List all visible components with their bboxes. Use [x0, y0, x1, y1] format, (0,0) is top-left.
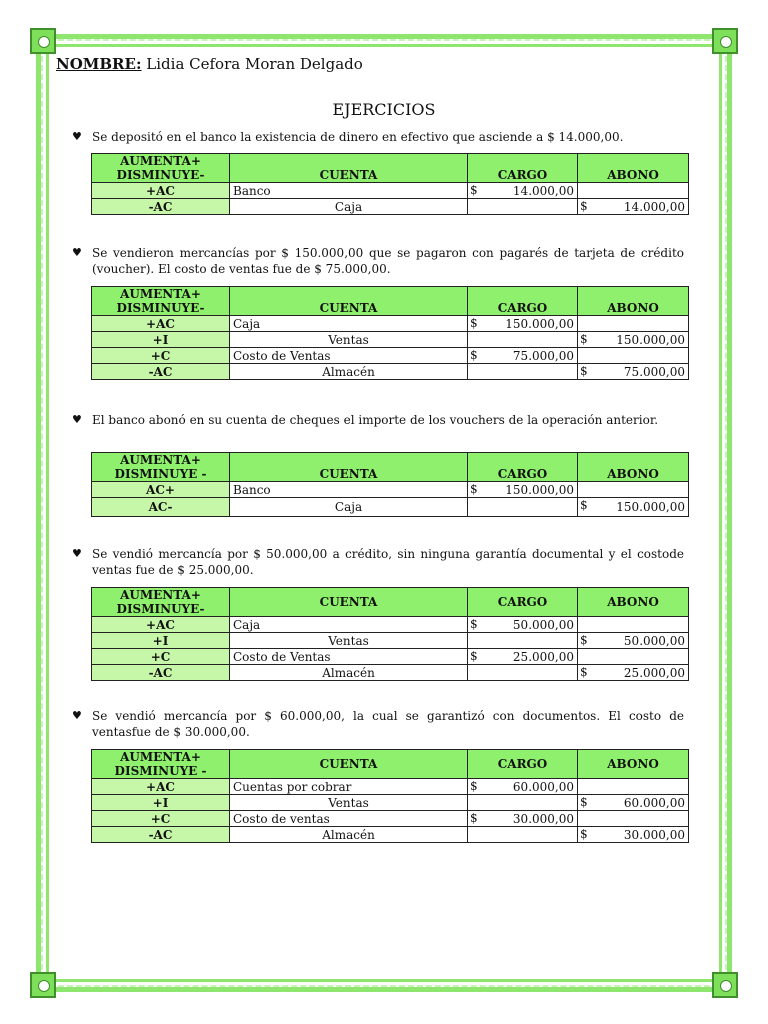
row-cuenta: Ventas: [230, 633, 468, 649]
row-abono: [578, 482, 689, 498]
row-cuenta: Almacén: [230, 665, 468, 681]
row-abono: $ 150.000,00: [578, 498, 689, 517]
row-cargo: $ 25.000,00: [468, 649, 578, 665]
row-sign: +AC: [92, 617, 230, 633]
row-sign: AC-: [92, 498, 230, 517]
table-row: [92, 199, 689, 215]
table-row: [92, 364, 689, 380]
table-header-row: [92, 154, 689, 183]
table-header-row: [92, 750, 689, 779]
table-row: [92, 498, 689, 517]
header-cuenta: CUENTA: [230, 750, 468, 779]
header-aumenta-disminuye: AUMENTA+ DISMINUYE-: [92, 287, 230, 316]
exercise-1: [72, 129, 684, 145]
exercise-4: [72, 546, 684, 578]
header-cargo: CARGO: [468, 287, 578, 316]
student-name: [56, 55, 363, 73]
row-sign: +I: [92, 795, 230, 811]
header-cargo: CARGO: [468, 750, 578, 779]
row-abono: [578, 779, 689, 795]
row-abono: [578, 811, 689, 827]
table-row: [92, 183, 689, 199]
header-cuenta: CUENTA: [230, 154, 468, 183]
ledger-table-1: [91, 153, 689, 215]
row-cargo: $ 14.000,00: [468, 183, 578, 199]
table-row: [92, 633, 689, 649]
row-abono: $ 60.000,00: [578, 795, 689, 811]
row-sign: -AC: [92, 364, 230, 380]
row-sign: -AC: [92, 199, 230, 215]
row-cuenta: Banco: [230, 482, 468, 498]
header-abono: ABONO: [578, 588, 689, 617]
row-sign: +C: [92, 649, 230, 665]
header-aumenta-disminuye: AUMENTA+ DISMINUYE -: [92, 453, 230, 482]
table-row: [92, 649, 689, 665]
row-sign: +AC: [92, 779, 230, 795]
header-aumenta-disminuye: AUMENTA+ DISMINUYE-: [92, 154, 230, 183]
row-cargo: $ 150.000,00: [468, 482, 578, 498]
heart-bullet-icon: ♥: [72, 413, 82, 426]
corner-ornament-icon: [712, 972, 738, 998]
ledger-table-2: [91, 286, 689, 380]
row-sign: AC+: [92, 482, 230, 498]
header-abono: ABONO: [578, 154, 689, 183]
row-cargo: [468, 199, 578, 215]
table-row: [92, 482, 689, 498]
header-cargo: CARGO: [468, 588, 578, 617]
header-aumenta-disminuye: AUMENTA+ DISMINUYE -: [92, 750, 230, 779]
exercise-text: El banco abonó en su cuenta de cheques el importe de los vouchers de la operación anterior.: [92, 413, 659, 427]
heart-bullet-icon: ♥: [72, 547, 82, 560]
row-cargo: [468, 827, 578, 843]
row-sign: +C: [92, 348, 230, 364]
header-cuenta: CUENTA: [230, 287, 468, 316]
row-cuenta: Almacén: [230, 364, 468, 380]
table-row: [92, 348, 689, 364]
row-abono: [578, 617, 689, 633]
exercise-text: Se vendieron mercancías por $ 150.000,00 que se pagaron con pagarés de tarjeta de crédito (voucher). El costo de ventas fue de $ 75.000,00.: [92, 246, 684, 276]
exercise-5: [72, 708, 684, 740]
table-row: [92, 779, 689, 795]
row-abono: $ 14.000,00: [578, 199, 689, 215]
header-cargo: CARGO: [468, 154, 578, 183]
row-sign: +AC: [92, 183, 230, 199]
corner-ornament-icon: [30, 28, 56, 54]
row-cargo: [468, 665, 578, 681]
header-cargo: CARGO: [468, 453, 578, 482]
row-abono: $ 150.000,00: [578, 332, 689, 348]
exercise-text: Se vendió mercancía por $ 50.000,00 a crédito, sin ninguna garantía documental y el costode ventas fue de $ 25.000,00.: [92, 547, 684, 577]
row-sign: -AC: [92, 827, 230, 843]
table-row: [92, 665, 689, 681]
row-cargo: [468, 498, 578, 517]
table-header-row: [92, 588, 689, 617]
row-cuenta: Caja: [230, 316, 468, 332]
header-cuenta: CUENTA: [230, 588, 468, 617]
row-sign: +AC: [92, 316, 230, 332]
row-cargo: [468, 364, 578, 380]
row-cuenta: Costo de Ventas: [230, 649, 468, 665]
table-header-row: [92, 453, 689, 482]
corner-ornament-icon: [30, 972, 56, 998]
name-value: Lidia Cefora Moran Delgado: [146, 55, 363, 73]
row-cuenta: Banco: [230, 183, 468, 199]
heart-bullet-icon: ♥: [72, 246, 82, 259]
row-cuenta: Almacén: [230, 827, 468, 843]
heart-bullet-icon: ♥: [72, 130, 82, 143]
ledger-table-4: [91, 587, 689, 681]
row-cargo: $ 50.000,00: [468, 617, 578, 633]
name-label: NOMBRE:: [56, 55, 142, 73]
header-abono: ABONO: [578, 453, 689, 482]
row-cuenta: Caja: [230, 617, 468, 633]
page-title: EJERCICIOS: [332, 100, 436, 119]
row-abono: [578, 183, 689, 199]
table-header-row: [92, 287, 689, 316]
heart-bullet-icon: ♥: [72, 709, 82, 722]
row-cargo: [468, 633, 578, 649]
row-abono: [578, 649, 689, 665]
row-cargo: [468, 795, 578, 811]
table-row: [92, 617, 689, 633]
header-abono: ABONO: [578, 750, 689, 779]
corner-ornament-icon: [712, 28, 738, 54]
header-abono: ABONO: [578, 287, 689, 316]
row-cuenta: Costo de ventas: [230, 811, 468, 827]
row-abono: $ 25.000,00: [578, 665, 689, 681]
row-cuenta: Costo de Ventas: [230, 348, 468, 364]
row-cargo: [468, 332, 578, 348]
exercise-3: [72, 412, 684, 428]
row-cargo: $ 30.000,00: [468, 811, 578, 827]
row-sign: +I: [92, 332, 230, 348]
ledger-table-3: [91, 452, 689, 517]
ledger-table-5: [91, 749, 689, 843]
row-cuenta: Ventas: [230, 795, 468, 811]
row-cargo: $ 150.000,00: [468, 316, 578, 332]
row-cargo: $ 75.000,00: [468, 348, 578, 364]
exercise-2: [72, 245, 684, 277]
row-abono: $ 75.000,00: [578, 364, 689, 380]
row-cuenta: Caja: [230, 199, 468, 215]
row-sign: +C: [92, 811, 230, 827]
table-row: [92, 316, 689, 332]
row-cuenta: Ventas: [230, 332, 468, 348]
table-row: [92, 827, 689, 843]
table-row: [92, 332, 689, 348]
header-aumenta-disminuye: AUMENTA+ DISMINUYE-: [92, 588, 230, 617]
row-sign: -AC: [92, 665, 230, 681]
row-abono: $ 50.000,00: [578, 633, 689, 649]
row-cuenta: Caja: [230, 498, 468, 517]
exercise-text: Se depositó en el banco la existencia de dinero en efectivo que asciende a $ 14.000,00.: [92, 130, 624, 144]
table-row: [92, 795, 689, 811]
row-cargo: $ 60.000,00: [468, 779, 578, 795]
row-cuenta: Cuentas por cobrar: [230, 779, 468, 795]
row-abono: [578, 348, 689, 364]
table-row: [92, 811, 689, 827]
row-abono: [578, 316, 689, 332]
exercise-text: Se vendió mercancía por $ 60.000,00, la cual se garantizó con documentos. El costo de ventasfue de $ 30.000,00.: [92, 709, 684, 739]
row-abono: $ 30.000,00: [578, 827, 689, 843]
row-sign: +I: [92, 633, 230, 649]
header-cuenta: CUENTA: [230, 453, 468, 482]
